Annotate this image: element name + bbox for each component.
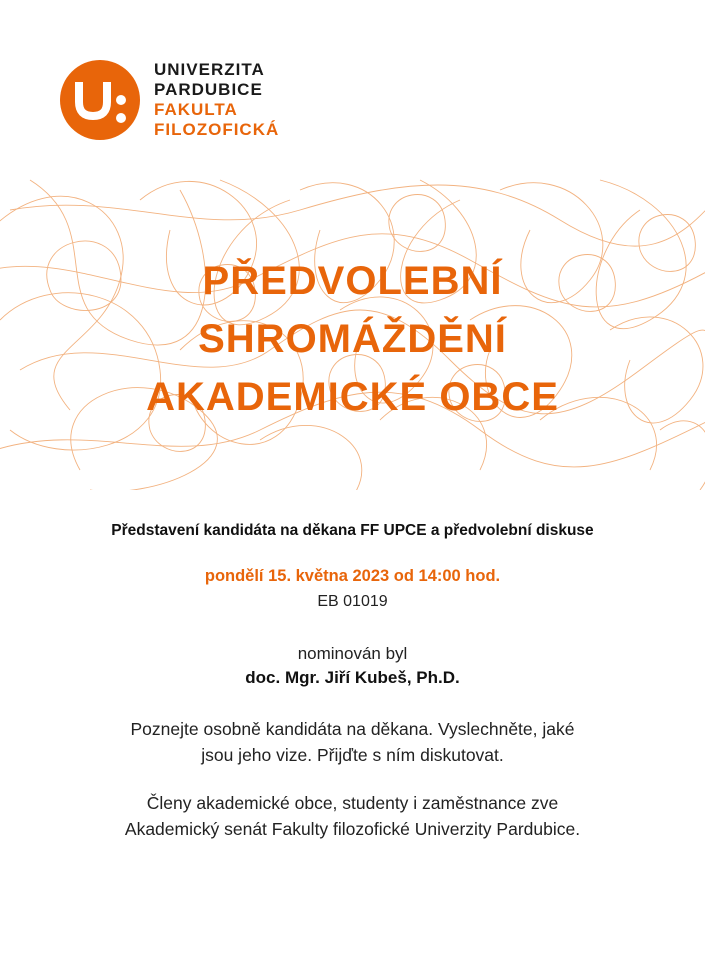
logo-line-pardubice: PARDUBICE bbox=[154, 80, 263, 99]
university-logo bbox=[60, 58, 300, 148]
nominated-label: nominován byl bbox=[297, 644, 408, 663]
invitation-line-2: jsou jeho vize. Přijďte s ním diskutovat. bbox=[201, 745, 504, 765]
logo-line-university: UNIVERZITA bbox=[154, 60, 265, 79]
event-date: pondělí 15. května 2023 od 14:00 hod. bbox=[204, 567, 501, 585]
organizer-paragraph bbox=[0, 790, 705, 842]
event-room: EB 01019 bbox=[317, 593, 388, 610]
organizer-line-2: Akademický senát Fakulty filozofické Univerzity Pardubice. bbox=[124, 819, 581, 839]
headline-line-1: PŘEDVOLEBNÍ bbox=[202, 259, 503, 303]
invitation-line-1: Poznejte osobně kandidáta na děkana. Vyslechněte, jaké bbox=[130, 719, 575, 739]
logo-line-philosophy: FILOZOFICKÁ bbox=[154, 120, 280, 139]
invitation-paragraph bbox=[0, 716, 705, 768]
headline-line-3: AKADEMICKÉ OBCE bbox=[146, 375, 559, 419]
headline-line-2: SHROMÁŽDĚNÍ bbox=[198, 317, 507, 361]
candidate-name: doc. Mgr. Jiří Kubeš, Ph.D. bbox=[245, 668, 460, 687]
logo-line-faculty: FAKULTA bbox=[154, 100, 238, 119]
university-logo-text bbox=[154, 60, 279, 140]
university-logo-mark bbox=[60, 60, 140, 140]
event-headline bbox=[0, 252, 705, 426]
event-subtitle: Představení kandidáta na děkana FF UPCE a předvolební diskuse bbox=[111, 522, 594, 539]
organizer-line-1: Členy akademické obce, studenty i zaměstnance zve bbox=[146, 793, 559, 813]
